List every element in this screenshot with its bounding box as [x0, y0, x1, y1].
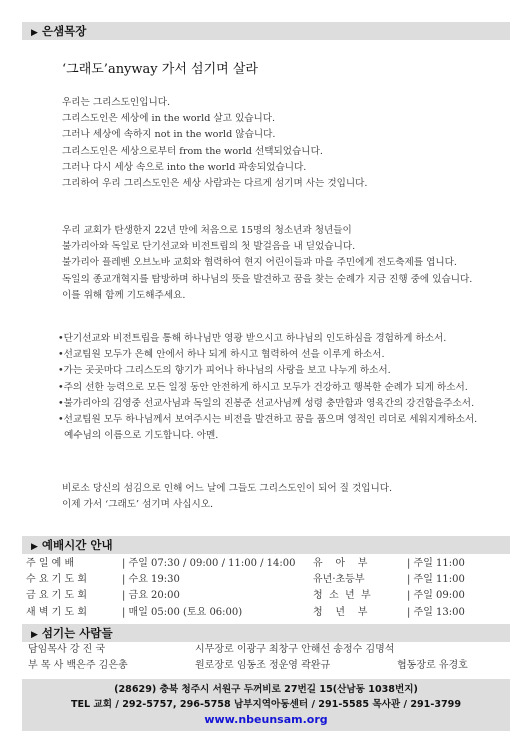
article-title: ‘그래도’anyway 가서 섬기며 살라	[62, 62, 258, 77]
prayer-item: •주의 선한 능력으로 모든 일정 동안 안전하게 하시고 모두가 건강하고 행복한 순례가 되게 하소서.	[58, 381, 468, 393]
text-line: 그리스도인은 세상에 in the world 살고 있습니다.	[62, 113, 276, 125]
text-line: 이를 위해 함께 기도해주세요.	[62, 289, 186, 301]
postal-address: (28629) 충북 청주시 서원구 두꺼비로 27번길 15(산남동 1038번지)	[114, 684, 418, 695]
schedule-label: 청 소 년 부	[313, 590, 371, 602]
prayer-item: •가는 곳곳마다 그리스도의 향기가 피어나 하나님의 사랑을 보고 나누게 하소서.	[58, 365, 391, 377]
text-line: 독일의 종교개혁지를 탐방하며 하나님의 뜻을 발견하고 꿈을 찾는 순례가 지금 진행 중에 있습니다.	[62, 273, 473, 285]
text-line: 이제 가서 ‘그래도’ 섬기며 사십시오.	[62, 499, 214, 511]
prayer-item: •선교팀원 모두 하나님께서 보여주시는 비전을 발견하고 꿈을 품으며 영적인 리더로 세워지게하소서.	[58, 414, 478, 426]
text-line: 그러나 다시 세상 속으로 into the world 파송되었습니다.	[62, 161, 307, 173]
text-line: 그리하여 우리 그리스도인은 세상 사람과는 다르게 섬기며 사는 것입니다.	[62, 178, 368, 190]
staff-senior-pastor: 담임목사 강 진 국	[28, 644, 106, 655]
address-box	[22, 679, 510, 731]
schedule-row	[313, 588, 465, 604]
staff-cooperating-elder: 협동장로 유경호	[397, 660, 468, 671]
section-heading: 은샘목장	[41, 24, 87, 38]
schedule-row	[26, 588, 296, 604]
schedule-time: | 주일 09:00	[407, 590, 465, 602]
schedule-label: 새 벽 기 도 회	[26, 606, 88, 618]
text-line: 불가리아와 독일로 단기선교와 비전트립의 첫 발걸음을 내 딛었습니다.	[62, 241, 356, 253]
schedule-label: 유년·초등부	[313, 574, 365, 586]
schedule-label: 수 요 기 도 회	[26, 574, 88, 586]
schedule-label: 주 일 예 배	[26, 558, 75, 569]
schedule-label: 금 요 기 도 회	[26, 590, 88, 602]
text-line: 비로소 당신의 섬김으로 인해 어느 날에 그들도 그리스도인이 되어 질 것입니다.	[62, 483, 393, 494]
section-header-eunsam	[22, 22, 510, 40]
schedule-time: | 주일 11:00	[407, 558, 465, 569]
website-link[interactable]: www.nbeunsam.org	[204, 713, 328, 726]
prayer-item: •선교팀원 모두가 은혜 안에서 하나 되게 하시고 협력하여 선을 이루게 하소서.	[58, 349, 385, 361]
schedule-row	[26, 605, 296, 621]
paragraph-closing	[62, 481, 392, 513]
staff-emeritus-elders: 원로장로 임동조 정운영 곽완규	[195, 660, 331, 671]
schedule-row	[26, 572, 296, 588]
prayer-item: •불가리아의 김영중 선교사님과 독일의 진봉준 선교사님께 성령 충만함과 영육간의 강건함을주소서.	[58, 397, 475, 409]
schedule-time: | 주일 13:00	[407, 606, 465, 618]
paragraph-mission	[62, 223, 472, 304]
schedule-row	[313, 572, 465, 588]
paragraph-intro	[62, 95, 367, 192]
schedule-time: | 매일 05:00 (토요 06:00)	[122, 606, 243, 618]
text-line: 불가리아 플레벤 오브노바 교회와 협력하여 현지 어린이들과 마을 주민에게 전도축제를 엽니다.	[62, 257, 457, 269]
section-header-staff	[22, 624, 510, 642]
text-line: 우리는 그리스도인입니다.	[62, 97, 171, 108]
section-header-worship	[22, 536, 510, 554]
text-line: 그러나 세상에 속하지 not in the world 않습니다.	[62, 129, 276, 141]
phone-numbers: TEL 교회 / 292-5757, 296-5758 남부지역아동센터 / 291-5585 목사관 / 291-3799	[70, 699, 462, 710]
schedule-time: | 수요 19:30	[122, 574, 180, 586]
staff-associate-pastors: 부 목 사 백은주 김은총	[28, 660, 128, 671]
prayer-item: •단기선교와 비전트립을 통해 하나님만 영광 받으시고 하나님의 인도하심을 경험하게 하소서.	[58, 333, 447, 344]
schedule-row	[313, 605, 465, 621]
triangle-icon: ▶	[31, 542, 38, 552]
staff-elders: 시무장로 이광구 최창구 안해선 송정수 김명석	[195, 644, 395, 655]
section-heading: 예배시간 안내	[41, 538, 113, 552]
schedule-time: | 주일 11:00	[407, 574, 465, 586]
prayer-item: 예수님의 이름으로 기도합니다. 아멘.	[58, 430, 219, 442]
schedule-label: 유 아 부	[313, 558, 368, 569]
schedule-time: | 금요 20:00	[122, 590, 180, 602]
prayer-list	[58, 331, 477, 444]
schedule-row	[313, 556, 465, 572]
section-heading: 섬기는 사람들	[41, 626, 113, 640]
text-line: 그리스도인은 세상으로부터 from the world 선택되었습니다.	[62, 145, 323, 157]
triangle-icon: ▶	[31, 28, 38, 38]
schedule-time: | 주일 07:30 / 09:00 / 11:00 / 14:00	[122, 558, 296, 569]
schedule-left	[26, 556, 296, 621]
text-line: 우리 교회가 탄생한지 22년 만에 처음으로 15명의 청소년과 청년들이	[62, 225, 352, 236]
schedule-label: 청 년 부	[313, 606, 368, 618]
schedule-row	[26, 556, 296, 572]
triangle-icon: ▶	[31, 630, 38, 640]
schedule-right	[313, 556, 465, 621]
